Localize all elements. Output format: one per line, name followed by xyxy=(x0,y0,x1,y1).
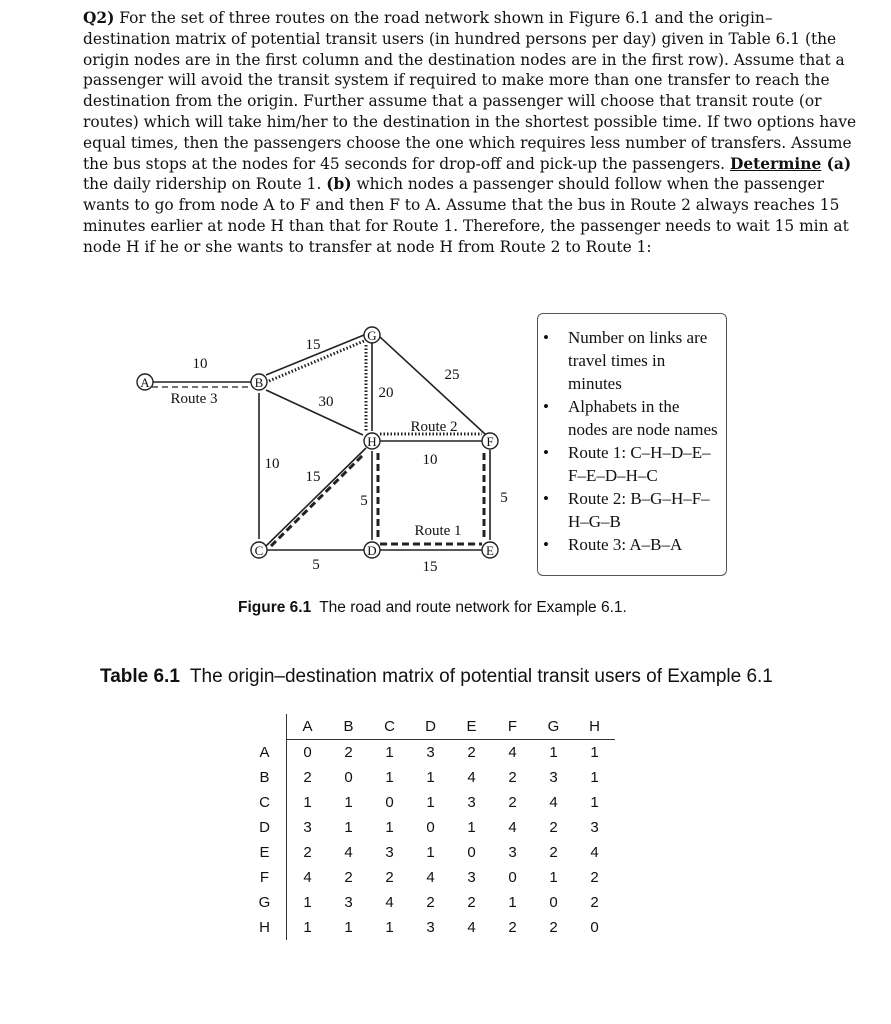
row-header: F xyxy=(259,869,270,886)
table-cell: 1 xyxy=(590,744,599,761)
node-label-c: C xyxy=(254,543,264,558)
row-header: E xyxy=(259,844,270,861)
road-network-figure xyxy=(130,313,870,593)
table-cell: 3 xyxy=(467,869,476,886)
legend-item: • Route 2: B–G–H–F–H–G–B xyxy=(538,487,720,533)
time-gh: 20 xyxy=(378,385,394,401)
time-hf: 10 xyxy=(422,452,438,468)
table-cell: 0 xyxy=(287,740,329,766)
table-cell: 2 xyxy=(508,794,517,811)
table-cell: 1 xyxy=(426,794,435,811)
table-cell: 1 xyxy=(385,819,394,836)
col-header: H xyxy=(574,714,615,740)
question-body-1: For the set of three routes on the road network shown in Figure 6.1 and the origin–destination matrix of potential transit users (in hundred persons per day) given in Table 6.1 (the origin nodes are in the first column and the destination nodes are in the first row). Assume that a passenger will avoid the transit system if required to make more than one transfer to reach the destination from the origin. Further assume that a passenger will choose that transit route (or routes) which will take him/her to the destination in the shortest possible time. If two options have equal times, then the passengers choose the one which requires less number of transfers. Assume the bus stops at the nodes for 45 seconds for drop-off and pick-up the passengers. xyxy=(83,9,857,173)
table-caption xyxy=(100,666,773,688)
table-cell: 1 xyxy=(426,844,435,861)
table-cell: 4 xyxy=(508,819,517,836)
col-header: E xyxy=(451,714,492,740)
legend-item: • Number on links are travel times in minutes xyxy=(538,326,720,395)
table-cell: 4 xyxy=(590,844,599,861)
route3-label: Route 3 xyxy=(170,391,218,407)
table-cell: 4 xyxy=(344,844,353,861)
table-cell: 4 xyxy=(467,769,476,786)
table-cell: 1 xyxy=(287,790,329,815)
col-header: D xyxy=(410,714,451,740)
table-row xyxy=(243,865,615,890)
table-cell: 2 xyxy=(287,765,329,790)
table-row xyxy=(243,915,615,940)
table-cell: 3 xyxy=(287,815,329,840)
table-cell: 1 xyxy=(344,794,353,811)
table-cell: 1 xyxy=(549,869,558,886)
table-cell: 0 xyxy=(508,869,517,886)
table-cell: 4 xyxy=(426,869,435,886)
table-cell: 4 xyxy=(549,794,558,811)
node-label-e: E xyxy=(486,543,494,558)
time-bh: 30 xyxy=(318,394,334,410)
table-cell: 4 xyxy=(508,744,517,761)
figure-legend xyxy=(537,313,727,576)
col-header: A xyxy=(287,714,329,740)
legend-item: • Route 1: C–H–D–E–F–E–D–H–C xyxy=(538,441,720,487)
table-cell: 2 xyxy=(385,869,394,886)
table-cell: 1 xyxy=(344,819,353,836)
table-cell: 3 xyxy=(385,844,394,861)
col-header: G xyxy=(533,714,574,740)
table-cell: 3 xyxy=(590,819,599,836)
time-de: 15 xyxy=(422,559,438,575)
node-label-b: B xyxy=(254,375,264,390)
link-bh xyxy=(266,390,363,435)
part-a-label: (a) xyxy=(821,154,852,173)
table-row xyxy=(243,890,615,915)
table-cell: 2 xyxy=(590,869,599,886)
question-label: Q2) xyxy=(83,9,115,27)
route2-label: Route 2 xyxy=(410,419,458,435)
table-cell: 3 xyxy=(508,844,517,861)
table-cell: 0 xyxy=(426,819,435,836)
table-cell: 4 xyxy=(385,894,394,911)
table-cell: 2 xyxy=(549,819,558,836)
table-cell: 0 xyxy=(590,919,599,936)
table-corner xyxy=(243,714,287,740)
table-row xyxy=(243,840,615,865)
row-header: B xyxy=(259,769,270,786)
table-cell: 3 xyxy=(467,794,476,811)
col-header: F xyxy=(492,714,533,740)
table-caption-label: Table 6.1 xyxy=(100,666,180,687)
table-cell: 0 xyxy=(549,894,558,911)
figure-caption xyxy=(238,599,627,617)
legend-item: • Alphabets in the nodes are node names xyxy=(538,395,720,441)
legend-item: • Route 3: A–B–A xyxy=(538,533,720,556)
table-cell: 3 xyxy=(549,769,558,786)
table-cell: 1 xyxy=(287,890,329,915)
route1-path-ch xyxy=(271,454,364,546)
table-cell: 0 xyxy=(344,769,353,786)
node-label-a: A xyxy=(140,375,150,390)
table-caption-text: The origin–destination matrix of potential transit users of Example 6.1 xyxy=(189,666,773,687)
table-cell: 2 xyxy=(590,894,599,911)
table-row xyxy=(243,790,615,815)
part-b-label: (b) xyxy=(326,175,352,194)
row-header: A xyxy=(259,743,270,761)
node-label-f: F xyxy=(486,434,494,449)
time-bc: 10 xyxy=(264,456,280,472)
node-label-g: G xyxy=(367,328,377,343)
table-row xyxy=(243,815,615,840)
table-cell: 1 xyxy=(344,919,353,936)
table-cell: 2 xyxy=(549,844,558,861)
time-hd: 5 xyxy=(360,493,368,509)
table-row xyxy=(243,765,615,790)
table-cell: 2 xyxy=(344,744,353,761)
table-cell: 0 xyxy=(385,794,394,811)
table-cell: 0 xyxy=(467,844,476,861)
table-cell: 1 xyxy=(508,894,517,911)
table-header-row xyxy=(243,714,615,740)
question-text xyxy=(83,8,858,258)
time-fe: 5 xyxy=(500,490,508,506)
determine-keyword: Determine xyxy=(729,154,822,173)
table-cell: 2 xyxy=(344,869,353,886)
time-ab: 10 xyxy=(192,356,208,372)
table-cell: 2 xyxy=(467,744,476,761)
table-cell: 2 xyxy=(467,894,476,911)
row-header: H xyxy=(259,919,270,936)
row-header: G xyxy=(258,894,271,911)
table-body xyxy=(243,740,615,941)
question-body-2: the daily ridership on Route 1. xyxy=(83,175,327,194)
table-row xyxy=(243,740,615,766)
table-cell: 3 xyxy=(426,744,435,761)
row-header: C xyxy=(259,794,270,811)
time-hc: 15 xyxy=(305,469,321,485)
col-header: C xyxy=(369,714,410,740)
table-cell: 4 xyxy=(287,865,329,890)
table-cell: 2 xyxy=(287,840,329,865)
table-cell: 1 xyxy=(549,744,558,761)
time-cd: 5 xyxy=(312,557,320,573)
node-label-h: H xyxy=(367,434,377,449)
time-gf: 25 xyxy=(444,367,460,383)
table-cell: 1 xyxy=(287,915,329,940)
link-hc xyxy=(266,448,366,546)
table-cell: 1 xyxy=(385,769,394,786)
route1-label: Route 1 xyxy=(414,523,462,539)
col-header: B xyxy=(328,714,369,740)
table-cell: 4 xyxy=(467,919,476,936)
table-cell: 1 xyxy=(385,919,394,936)
question-body-3: which nodes a passenger should follow when the passenger wants to go from node A to F and then F to A. Assume that the bus in Route 2 always reaches 15 minutes earlier at node H than that for Route 1. Therefore, the passenger needs to wait 15 min at node H if he or she wants to transfer at node H from Route 2 to Route 1: xyxy=(83,175,849,256)
table-cell: 2 xyxy=(549,919,558,936)
table-cell: 1 xyxy=(426,769,435,786)
table-cell: 1 xyxy=(590,794,599,811)
table-cell: 3 xyxy=(426,919,435,936)
node-label-d: D xyxy=(367,543,377,558)
table-cell: 2 xyxy=(508,919,517,936)
table-cell: 3 xyxy=(344,894,353,911)
figure-caption-label: Figure 6.1 xyxy=(238,599,312,616)
figure-caption-text: The road and route network for Example 6.1. xyxy=(319,599,627,616)
table-cell: 2 xyxy=(508,769,517,786)
row-header: D xyxy=(259,819,270,836)
od-matrix-table xyxy=(243,714,615,940)
table-cell: 2 xyxy=(426,894,435,911)
table-cell: 1 xyxy=(467,819,476,836)
time-bg: 15 xyxy=(305,337,321,353)
table-cell: 1 xyxy=(385,744,394,761)
table-cell: 1 xyxy=(590,769,599,786)
